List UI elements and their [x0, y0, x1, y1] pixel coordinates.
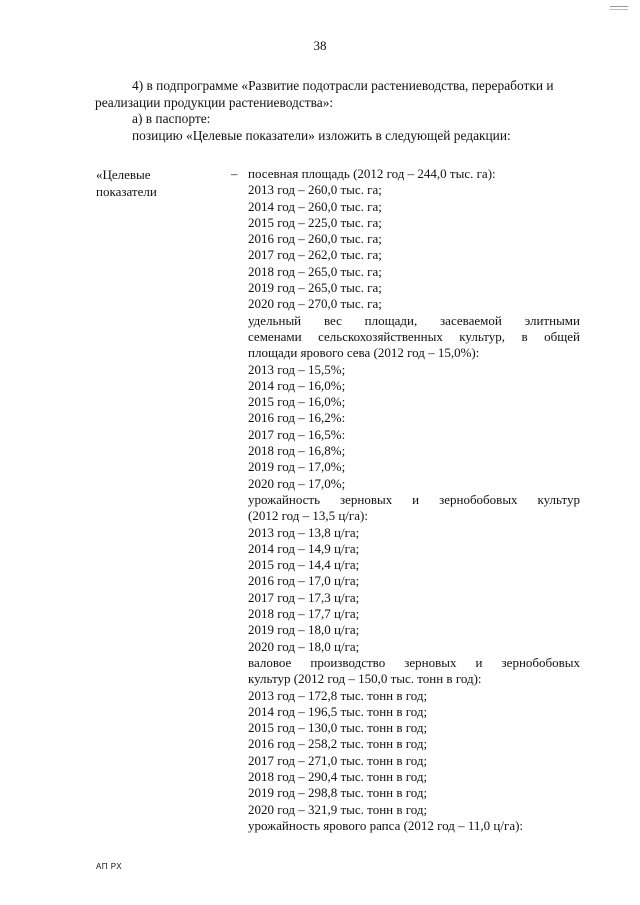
indicator-line: 2020 год – 18,0 ц/га; — [248, 638, 360, 654]
indicator-line: 2013 год – 15,5%; — [248, 361, 346, 377]
indicator-line: 2014 год – 14,9 ц/га; — [248, 540, 360, 556]
indicator-line: 2013 год – 260,0 тыс. га; — [248, 182, 382, 198]
indicator-line: 2014 год – 196,5 тыс. тонн в год; — [248, 703, 428, 719]
indicator-line: площади ярового сева (2012 год – 15,0%): — [248, 345, 480, 361]
indicator-line: 2018 год – 16,8%; — [248, 443, 346, 459]
indicator-line: 2015 год – 16,0%; — [248, 394, 346, 410]
position-label-line-2: показатели — [96, 184, 157, 199]
indicator-line: 2018 год – 265,0 тыс. га; — [248, 263, 382, 279]
indicator-line: урожайность ярового рапса (2012 год – 11,0 ц/га): — [248, 817, 524, 833]
indicator-line: 2016 год – 260,0 тыс. га; — [248, 231, 382, 247]
indicator-line: (2012 год – 13,5 ц/га): — [248, 508, 368, 524]
indicator-line: семенами сельскохозяйственных культур, в общей — [248, 328, 580, 344]
indicator-line: валовое производство зерновых и зернобобовых — [248, 654, 580, 670]
indicator-line: 2017 год – 271,0 тыс. тонн в год; — [248, 752, 428, 768]
indicator-line: культур (2012 год – 150,0 тыс. тонн в год): — [248, 671, 482, 687]
indicator-line: 2018 год – 290,4 тыс. тонн в год; — [248, 768, 428, 784]
indicator-line: 2017 год – 16,5%: — [248, 426, 346, 442]
indicator-line: 2014 год – 260,0 тыс. га; — [248, 198, 382, 214]
intro-block — [95, 78, 595, 144]
intro-line-4: позицию «Целевые показатели» изложить в следующей редакции: — [132, 127, 511, 143]
position-label — [96, 166, 157, 200]
intro-line-1: 4) в подпрограмме «Развитие подотрасли растениеводства, переработки и — [132, 78, 554, 93]
indicator-line: 2017 год – 17,3 ц/га; — [248, 589, 360, 605]
position-label-line-1: «Целевые — [96, 167, 151, 182]
indicator-line: 2019 год – 18,0 ц/га; — [248, 622, 360, 638]
indicator-line: 2020 год – 270,0 тыс. га; — [248, 296, 382, 312]
indicator-line: 2020 год – 321,9 тыс. тонн в год; — [248, 801, 428, 817]
indicator-line: 2015 год – 130,0 тыс. тонн в год; — [248, 720, 428, 736]
indicator-line: 2018 год – 17,7 ц/га; — [248, 606, 360, 622]
label-dash: – — [231, 166, 238, 181]
indicator-line: 2019 год – 298,8 тыс. тонн в год; — [248, 785, 428, 801]
corner-mark — [610, 6, 628, 7]
indicator-line: удельный вес площади, засеваемой элитными — [248, 312, 580, 328]
indicator-line: 2015 год – 225,0 тыс. га; — [248, 214, 382, 230]
indicator-line: 2017 год – 262,0 тыс. га; — [248, 247, 382, 263]
indicator-line: урожайность зерновых и зернобобовых культур — [248, 491, 580, 507]
intro-line-3: а) в паспорте: — [132, 111, 211, 126]
indicator-line: 2013 год – 13,8 ц/га; — [248, 524, 360, 540]
indicator-line: посевная площадь (2012 год – 244,0 тыс. га): — [248, 166, 496, 181]
indicator-line: 2019 год – 265,0 тыс. га; — [248, 280, 382, 296]
indicator-line: 2016 год – 258,2 тыс. тонн в год; — [248, 736, 428, 752]
page-number: 38 — [313, 38, 327, 53]
corner-mark-2 — [610, 9, 628, 10]
indicator-line: 2020 год – 17,0%; — [248, 475, 346, 491]
indicator-line: 2016 год – 16,2%: — [248, 410, 346, 426]
indicator-line: 2016 год – 17,0 ц/га; — [248, 573, 360, 589]
indicator-line: 2014 год – 16,0%; — [248, 377, 346, 393]
indicator-line: 2019 год – 17,0%; — [248, 459, 346, 475]
indicator-list — [248, 166, 580, 834]
indicator-line: 2015 год – 14,4 ц/га; — [248, 557, 360, 573]
indicator-line: 2013 год – 172,8 тыс. тонн в год; — [248, 687, 428, 703]
intro-line-2: реализации продукции растениеводства»: — [95, 94, 334, 110]
footer-code: АП РХ — [96, 862, 123, 871]
